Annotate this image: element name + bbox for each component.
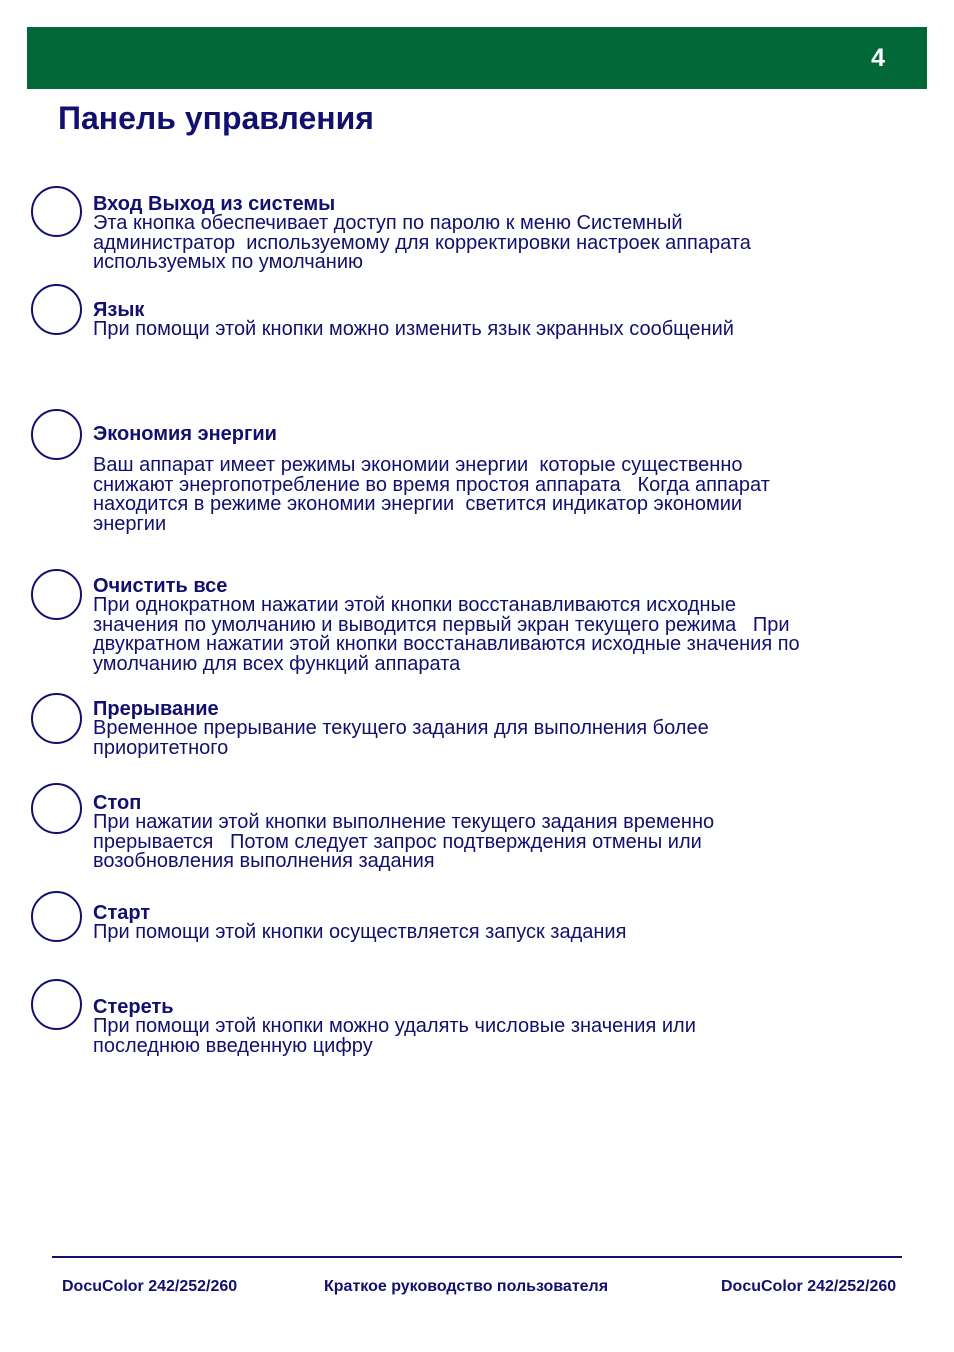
footer-center-guide-title: Краткое руководство пользователя: [324, 1278, 609, 1295]
footer-divider: [52, 1256, 902, 1258]
page-title: Панель управления: [58, 100, 374, 136]
item-description: Ваш аппарат имеет режимы экономии энергии которые существенно снижают энергопотребление во время простоя аппарата Когда аппарат находится в режиме экономии энергии светится индикатор экономии энергии: [93, 454, 770, 535]
button-placeholder-circle-icon: [31, 186, 82, 237]
item-title: Язык: [93, 299, 145, 321]
item-description: Временное прерывание текущего задания для выполнения более приоритетного: [93, 717, 709, 759]
header-bar: [27, 27, 927, 89]
item-description: При помощи этой кнопки можно изменить язык экранных сообщений: [93, 318, 734, 340]
item-title: Очистить все: [93, 575, 228, 597]
button-placeholder-circle-icon: [31, 891, 82, 942]
footer-left-model: DocuColor 242/252/260: [62, 1278, 238, 1295]
item-title: Стоп: [93, 792, 142, 814]
item-title: Стереть: [93, 996, 174, 1018]
page-number: 4: [871, 44, 885, 72]
item-description: При однократном нажатии этой кнопки восстанавливаются исходные значения по умолчанию и выводится первый экран текущего режима При двукратном нажатии этой кнопки восстанавливаются исходные значения по умолчанию для всех функций аппарата: [93, 594, 800, 675]
button-placeholder-circle-icon: [31, 693, 82, 744]
button-placeholder-circle-icon: [31, 783, 82, 834]
button-placeholder-circle-icon: [31, 979, 82, 1030]
item-title: Экономия энергии: [93, 423, 277, 445]
button-placeholder-circle-icon: [31, 284, 82, 335]
footer-right-model: DocuColor 242/252/260: [721, 1278, 897, 1295]
item-description: При нажатии этой кнопки выполнение текущего задания временно прерывается Потом следует запрос подтверждения отмены или возобновления выполнения задания: [93, 811, 715, 873]
item-title: Вход Выход из системы: [93, 193, 336, 215]
item-description: Эта кнопка обеспечивает доступ по паролю к меню Системный администратор используемому для корректировки настроек аппарата используемых по умолчанию: [93, 212, 751, 274]
button-placeholder-circle-icon: [31, 409, 82, 460]
item-description: При помощи этой кнопки можно удалять числовые значения или последнюю введенную цифру: [93, 1015, 696, 1057]
item-description: При помощи этой кнопки осуществляется запуск задания: [93, 921, 627, 943]
item-title: Старт: [93, 902, 151, 924]
item-title: Прерывание: [93, 698, 219, 720]
button-placeholder-circle-icon: [31, 569, 82, 620]
